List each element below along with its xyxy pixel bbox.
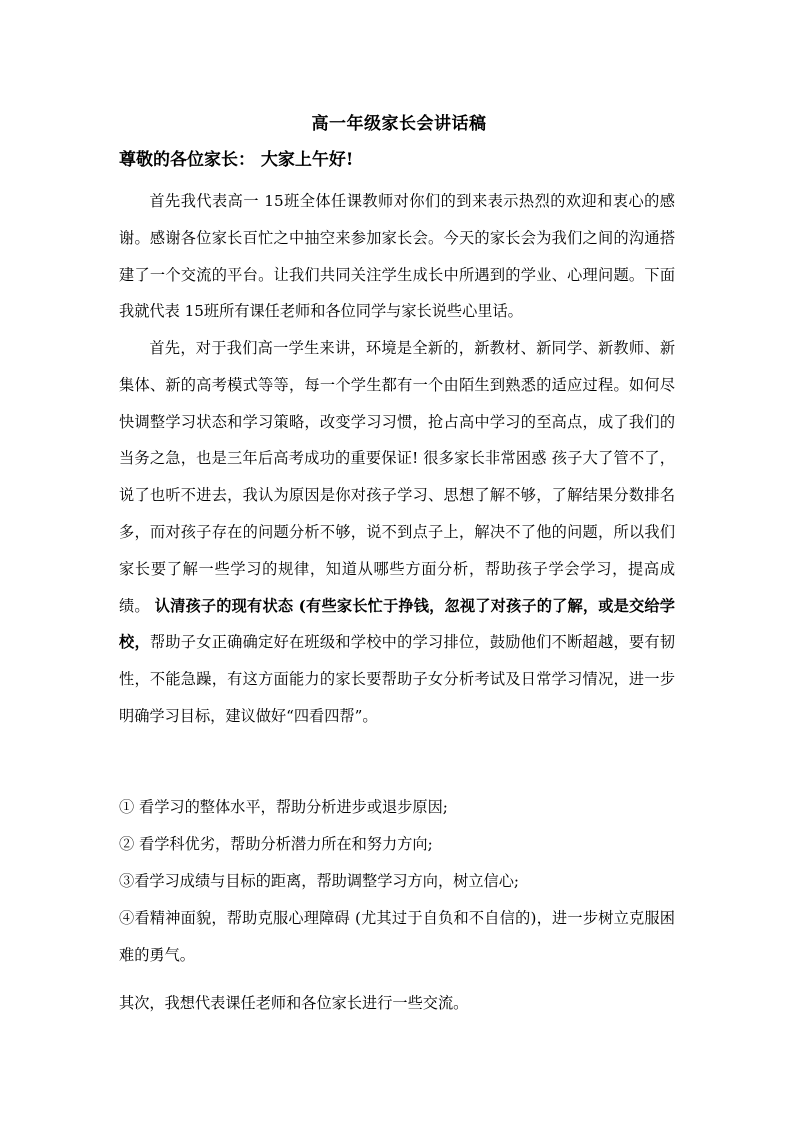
paragraph-adaptation xyxy=(119,330,675,735)
paragraph-adaptation-text: 首先，对于我们高一学生来讲，环境是全新的，新教材、新同学、新教师、新集体、新的高考模式等等，每一个学生都有一个由陌生到熟悉的适应过程。如何尽快调整学习状态和学习策略，改变学习习惯，抢占高中学习的至高点，成了我们的当务之急，也是三年后高考成功的重要保证! 很多家长非常困惑 孩子大了管不了，说了也听不进去，我认为原因是你对孩子学习、思想了解不够，了解结果分数排名多，而对孩子存在的问题分析不够，说不到点子上，解决不了他的问题，所以我们家长要了解一些学习的规律，知道从哪些方面分析，帮助孩子学会学习，提高成绩。 xyxy=(119,339,675,615)
closing-paragraph: 其次，我想代表课任老师和各位家长进行一些交流。 xyxy=(119,994,469,1012)
paragraph-welcome: 首先我代表高一 15班全体任课教师对你们的到来表示热烈的欢迎和衷心的感谢。感谢各位家长百忙之中抽空来参加家长会。今天的家长会为我们之间的沟通搭建了一个交流的平台。让我们共同关注学生成长中所遇到的学业、心理问题。下面我就代表 15班所有课任老师和各位同学与家长说些心里话。 xyxy=(119,192,675,321)
paragraph-adaptation-text-cont: 帮助子女正确确定好在班级和学校中的学习排位，鼓励他们不断超越，要有韧性，不能急躁，有这方面能力的家长要帮助子女分析考试及日常学习情况，进一步明确学习目标，建议做好“四看四帮”。 xyxy=(119,633,676,725)
greeting: 尊敬的各位家长： 大家上午好! xyxy=(119,150,354,170)
list-item: ① 看学习的整体水平，帮助分析进步或退步原因; xyxy=(119,798,448,816)
list-item: ④看精神面貌，帮助克服心理障碍 (尤其过于自负和不自信的)，进一步树立克服困难的勇气。 xyxy=(119,909,675,964)
document-title: 高一年级家长会讲话稿 xyxy=(311,114,487,134)
paragraph-adaptation-emphasis: 认清孩子的现有状态 (有些家长忙于挣钱，忽视了对孩子的了解，或是交给学校， xyxy=(119,596,675,652)
list-item: ② 看学科优劣，帮助分析潜力所在和努力方向; xyxy=(119,835,433,853)
list-item: ③看学习成绩与目标的距离，帮助调整学习方向，树立信心; xyxy=(119,872,519,890)
